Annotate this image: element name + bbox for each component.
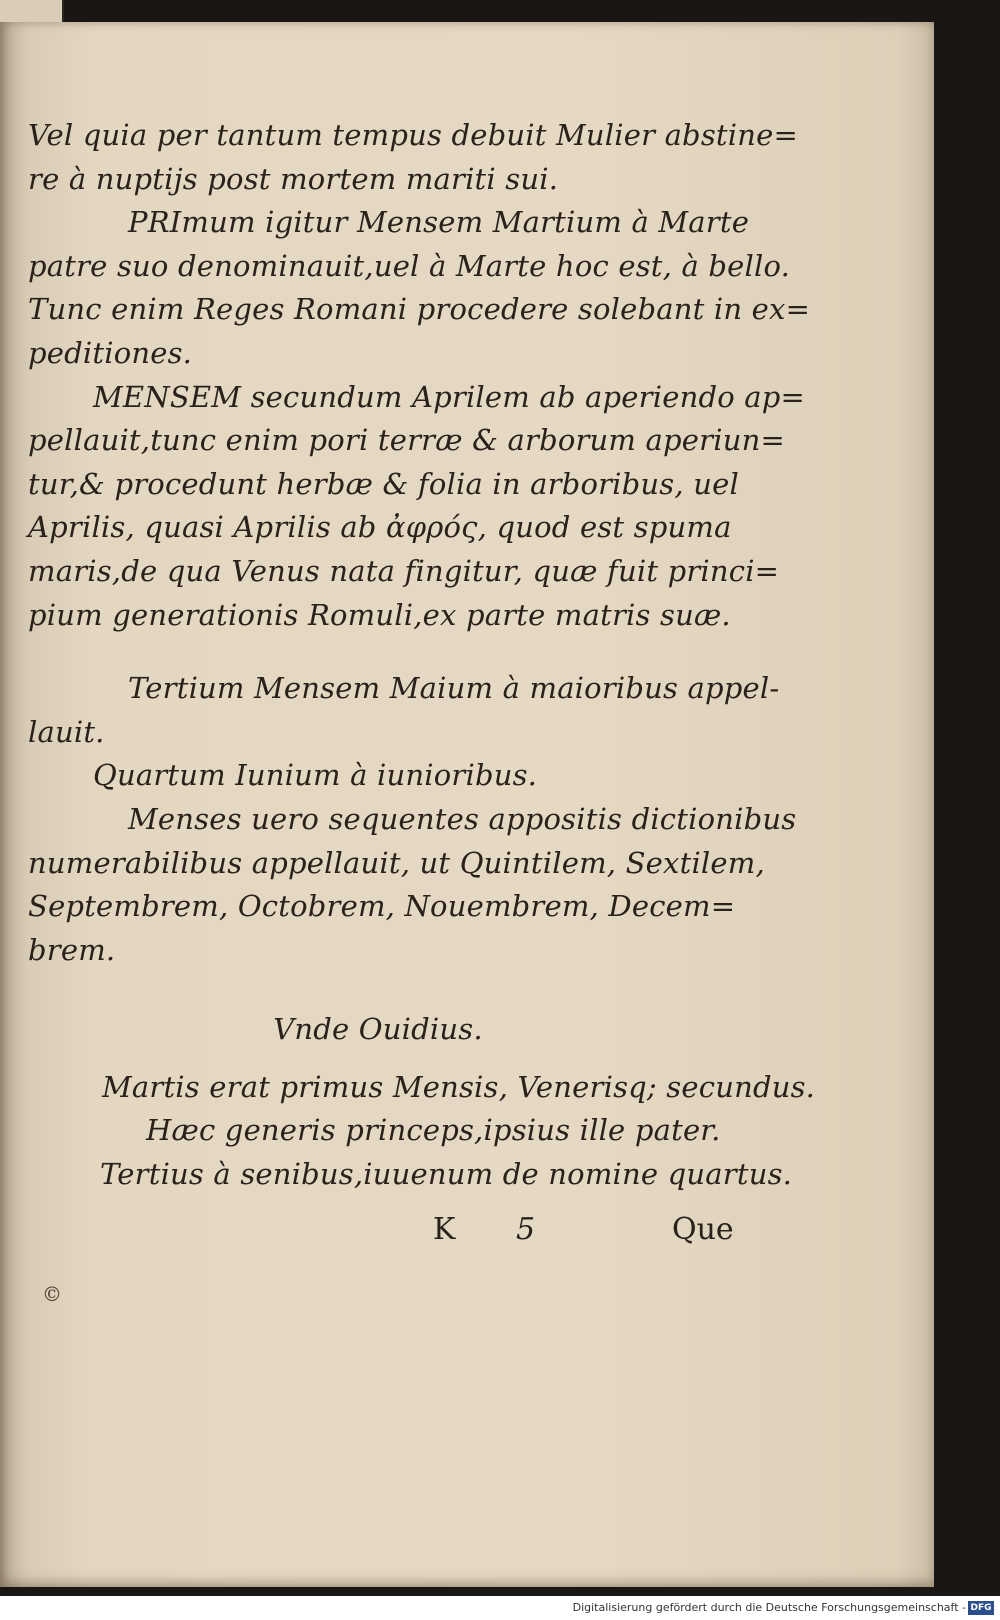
verse-line: Hæc generis princeps,ipsius ille pater. [146, 1113, 721, 1148]
text-line: pellauit,tunc enim pori terræ & arborum aperiun= [28, 423, 785, 458]
text-line: Vel quia per tantum tempus debuit Mulier abstine= [28, 118, 798, 152]
text-line: brem. [28, 932, 116, 967]
text-line: Septembrem, Octobrem, Nouembrem, Decem= [28, 889, 736, 924]
text-line: maris,de qua Venus nata fingitur, quæ fuit princi= [28, 553, 780, 588]
dfg-logo: DFG [968, 1601, 994, 1615]
signature-letter: K [433, 1212, 456, 1247]
text-line: re à nuptijs post mortem mariti sui. [28, 161, 559, 196]
text-line: patre suo denominauit,uel à Marte hoc est, à bello. [28, 248, 791, 283]
text-line: Quartum Iunium à iunioribus. [93, 758, 538, 793]
heading-line: Vnde Ouidius. [273, 1012, 483, 1047]
signature-number: 5 [516, 1212, 536, 1247]
catchword: Que [672, 1212, 734, 1247]
footer-text: Digitalisierung gefördert durch die Deutsche Forschungsgemeinschaft - [572, 1601, 966, 1614]
text-line: Menses uero sequentes appositis dictionibus [128, 801, 797, 836]
text-line: numerabilibus appellauit, ut Quintilem, Sextilem, [28, 845, 765, 880]
book-page [0, 22, 934, 1587]
text-line: pium generationis Romuli,ex parte matris suæ. [28, 597, 731, 632]
page-corner [0, 0, 64, 22]
text-line: Aprilis, quasi Aprilis ab ἀφρός, quod est spuma [28, 510, 732, 545]
verse-line: Tertius à senibus,iuuenum de nomine quartus. [100, 1157, 793, 1192]
text-line: lauit. [28, 714, 105, 749]
text-line: Tunc enim Reges Romani procedere solebant in ex= [28, 292, 811, 327]
text-line: Tertium Mensem Maium à maioribus appel- [128, 671, 780, 706]
text-line: PRImum igitur Mensem Martium à Marte [128, 205, 750, 240]
text-line: MENSEM secundum Aprilem ab aperiendo ap= [93, 379, 806, 414]
margin-mark: © [42, 1282, 62, 1306]
text-line: tur,& procedunt herbæ & folia in arboribus, uel [28, 466, 739, 501]
page-text [28, 114, 816, 1197]
footer [0, 1596, 1000, 1620]
verse-line: Martis erat primus Mensis, Venerisq; secundus. [102, 1069, 816, 1104]
text-line: peditiones. [28, 335, 193, 370]
